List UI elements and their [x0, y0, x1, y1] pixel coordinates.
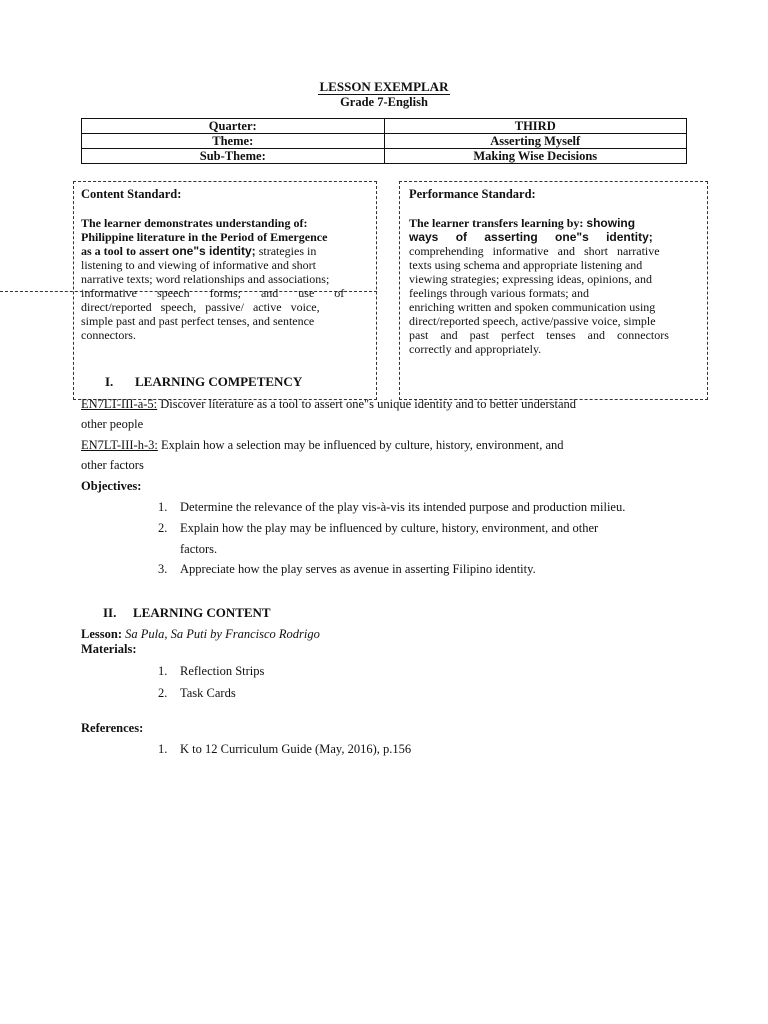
- content-standard-heading: Content Standard:: [81, 187, 182, 201]
- info-table: [81, 118, 687, 164]
- theme-label: Theme:: [82, 134, 385, 149]
- content-standard-line: direct/reported speech, passive/ active voice,: [81, 300, 320, 314]
- document-subtitle: Grade 7-English: [340, 95, 428, 109]
- competency-item: EN7LT-III-h-3: Explain how a selection may be influenced by culture, history, environment, and: [81, 438, 564, 452]
- document-title: LESSON EXEMPLAR: [319, 79, 449, 94]
- table-row: [82, 149, 687, 164]
- performance-standard-line: feelings through various formats; and: [409, 286, 589, 300]
- content-standard-line: The learner demonstrates understanding of:: [81, 216, 308, 230]
- performance-standard-line: enriching written and spoken communication using: [409, 300, 656, 314]
- lesson-label: Lesson:: [81, 627, 122, 641]
- content-standard-line: connectors.: [81, 328, 136, 342]
- performance-standard-heading: Performance Standard:: [409, 187, 536, 201]
- competency-item-continued: other factors: [81, 458, 144, 472]
- content-standard-line: listening to and viewing of informative and short: [81, 258, 316, 272]
- content-standard-line: narrative texts; word relationships and associations;: [81, 272, 330, 286]
- content-standard-text: [81, 216, 367, 342]
- sub-theme-label: Sub-Theme:: [82, 149, 385, 164]
- objectives-label: Objectives:: [81, 479, 142, 493]
- competency-item-continued: other people: [81, 417, 144, 431]
- materials-label: Materials:: [81, 642, 137, 656]
- quarter-label: Quarter:: [82, 119, 385, 134]
- table-row: [82, 134, 687, 149]
- content-standard-line: Philippine literature in the Period of Emergence: [81, 230, 328, 244]
- theme-value: Asserting Myself: [384, 134, 687, 149]
- learning-content-heading: II. LEARNING CONTENT: [103, 605, 271, 620]
- table-row: [82, 119, 687, 134]
- performance-standard-line: viewing strategies; expressing ideas, opinions, and: [409, 272, 652, 286]
- content-standard-line: informative speech forms; and use of: [81, 286, 345, 300]
- performance-standard-line: The learner transfers learning by: showing: [409, 216, 636, 230]
- performance-standard-line: correctly and appropriately.: [409, 342, 542, 356]
- performance-standard-line: comprehending informative and short narrative: [409, 244, 660, 258]
- competency-code: EN7LT-III-a-5:: [81, 397, 158, 411]
- performance-standard-line: past and past perfect tenses and connectors: [409, 328, 669, 342]
- lesson-title: Sa Pula, Sa Puti by Francisco Rodrigo: [121, 627, 320, 641]
- learning-competency-heading: I. LEARNING COMPETENCY: [105, 374, 303, 389]
- performance-standard-line: ways of asserting one"s identity;: [409, 230, 653, 244]
- document-page: LESSON EXEMPLAR Grade 7-English Quarter: THIRD Theme: Asserting Myself Sub-Theme: Making Wise Decisions Content Standard: The learner demonstrates understanding of: Philippine literature in the Period of Emergence as a tool to assert one"s identity; strategies in listening to and viewing of informative and short narrative texts; word relationships and associations; informative speech forms; and use of direct/reported speech, passive/ active voice, simple past and past perfect tenses, and sentence connectors. Performance Standard: The learner transfers learning by: showing ways of asserting one"s identity; comprehending informative and short narrative texts using schema and appropriate listening and viewing strategies; expressing ideas, opinions, and feelings through various formats; and enriching written and spoken communication using direct/reported speech, active/passive voice, simple past and past perfect tenses and connectors correctly and appropriately. I. LEARNING COMPETENCY EN7LT-III-a-5: Discover literature as a tool to assert one"s unique identity and to better understand other people EN7LT-III-h-3: Explain how a selection may be influenced by culture, history, environment, and other factors Objectives: 1. Determine the relevance of the play vis-à-vis its intended purpose and production milieu. 2. Explain how the play may be influenced by culture, history, environment, and other factors. 3. Appreciate how the play serves as avenue in asserting Filipino identity. II. LEARNING CONTENT Lesson: Sa Pula, Sa Puti by Francisco Rodrigo Materials: 1. Reflection Strips 2. Task Cards References: 1. K to 12 Curriculum Guide (May, 2016), p.156: [0, 0, 768, 1024]
- references-label: References:: [81, 721, 144, 735]
- competency-item: EN7LT-III-a-5: Discover literature as a tool to assert one"s unique identity and to better understand: [81, 397, 577, 411]
- lesson-line: [81, 627, 320, 642]
- performance-standard-text: [409, 216, 698, 356]
- content-standard-line: simple past and past perfect tenses, and sentence: [81, 314, 315, 328]
- competency-code: EN7LT-III-h-3:: [81, 438, 158, 452]
- quarter-value: THIRD: [384, 119, 687, 134]
- performance-standard-line: texts using schema and appropriate listening and: [409, 258, 643, 272]
- sub-theme-value: Making Wise Decisions: [384, 149, 687, 164]
- performance-standard-line: direct/reported speech, active/passive voice, simple: [409, 314, 656, 328]
- content-standard-line: as a tool to assert one"s identity; strategies in: [81, 244, 317, 258]
